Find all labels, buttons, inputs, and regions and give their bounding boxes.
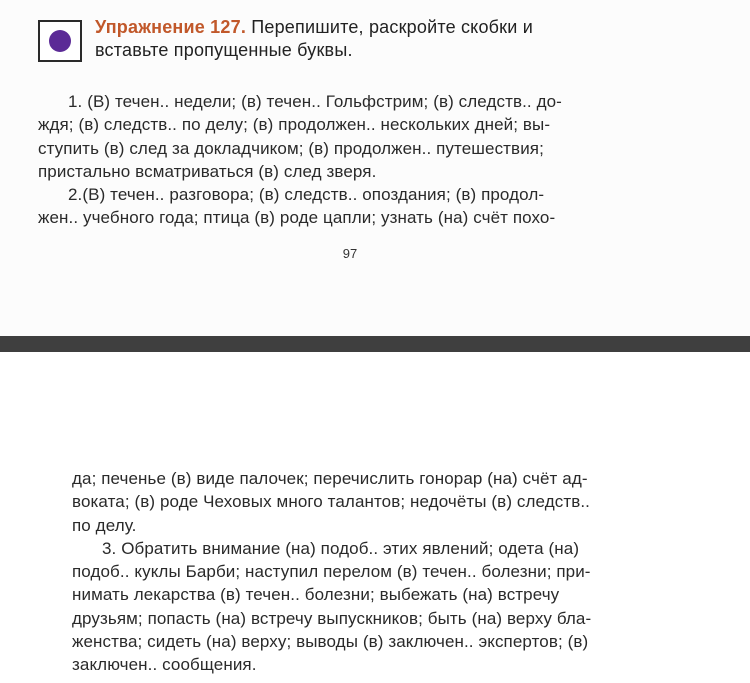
text-line: подоб.. куклы Барби; наступил перелом (в) течен.. болезни; при- <box>72 562 591 582</box>
text-line: 1. (В) течен.. недели; (в) течен.. Гольфстрим; (в) следств.. до- <box>68 92 562 111</box>
text-line: по делу. <box>72 515 137 535</box>
text-line: пристально всматриваться (в) след зверя. <box>38 161 377 181</box>
exercise-marker-icon <box>38 20 82 62</box>
exercise-text-top <box>38 90 663 230</box>
exercise-title: Упражнение 127. <box>95 17 247 37</box>
text-line: воката; (в) роде Чеховых много талантов; недочёты (в) следств.. <box>72 492 590 512</box>
page-divider <box>0 336 750 352</box>
text-line: 3. Обратить внимание (на) подоб.. этих явлений; одета (на) <box>102 538 580 558</box>
text-line: заключен.. сообщения. <box>72 655 257 675</box>
text-line: да; печенье (в) виде палочек; перечислить гонорар (на) счёт ад- <box>72 469 588 488</box>
exercise-instruction-1: Перепишите, раскройте скобки и <box>251 17 533 37</box>
text-line: ждя; (в) следств.. по делу; (в) продолжен.. нескольких дней; вы- <box>38 115 551 135</box>
page-number: 97 <box>342 246 358 261</box>
text-line: друзьям; попасть (на) встречу выпускников; быть (на) верху бла- <box>72 608 592 628</box>
exercise-text-bottom <box>72 467 702 677</box>
top-page <box>0 0 750 336</box>
exercise-instruction-2: вставьте пропущенные буквы. <box>95 40 353 60</box>
text-line: жен.. учебного года; птица (в) роде цапли; узнать (на) счёт похо- <box>38 208 556 228</box>
text-line: нимать лекарства (в) течен.. болезни; выбежать (на) встречу <box>72 585 560 605</box>
text-line: 2.(В) течен.. разговора; (в) следств.. опоздания; (в) продол- <box>68 185 545 205</box>
purple-circle-icon <box>49 30 71 52</box>
exercise-header <box>95 16 670 62</box>
text-line: женства; сидеть (на) верху; выводы (в) заключен.. экспертов; (в) <box>72 632 589 652</box>
text-line: ступить (в) след за докладчиком; (в) продолжен.. путешествия; <box>38 138 544 158</box>
